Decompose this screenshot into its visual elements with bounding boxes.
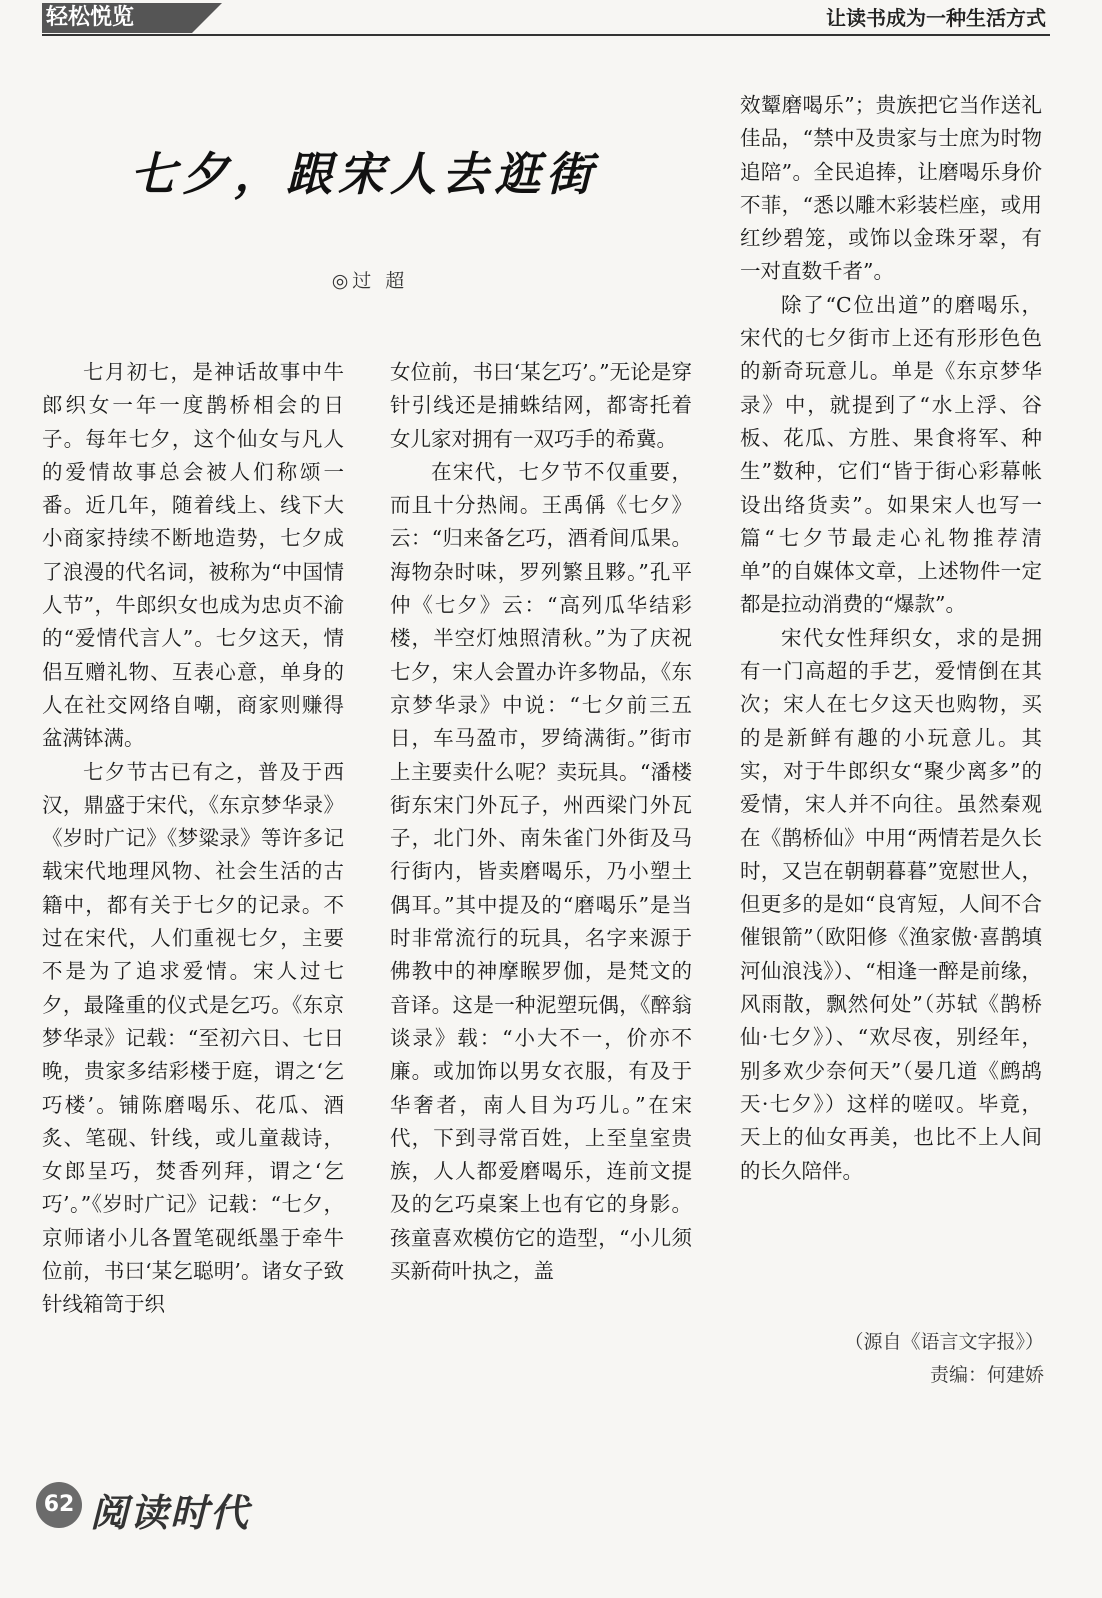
paragraph: 七夕节古已有之，普及于西汉，鼎盛于宋代，《东京梦华录》《岁时广记》《梦粱录》等许多记载宋代地理风物、社会生活的古籍中，都有关于七夕的记录。不过在宋代，人们重视七夕，主要不是为了追求爱情。宋人过七夕，最隆重的仪式是乞巧。《东京梦华录》记载：“至初六日、七日晚，贵家多结彩楼于庭，谓之‘乞巧楼’。铺陈磨喝乐、花瓜、酒炙、笔砚、针线，或儿童裁诗，女郎呈巧，焚香列拜，谓之‘乞巧’。”《岁时广记》记载：“七夕，京师诸小儿各置笔砚纸墨于牵牛位前，书曰‘某乞聪明’。诸女子致针线箱笥于织 (42, 759, 344, 1317)
paragraph: 在宋代，七夕节不仅重要，而且十分热闹。王禹偁《七夕》云：“归来备乞巧，酒肴间瓜果。海物杂时味，罗列繁且夥。”孔平仲《七夕》云：“高列瓜华结彩楼，半空灯烛照清秋。”为了庆祝七夕，宋人会置办许多物品，《东京梦华录》中说：“七夕前三五日，车马盈市，罗绮满街。”街市上主要卖什么呢？卖玩具。“潘楼街东宋门外瓦子，州西梁门外瓦子，北门外、南朱雀门外街及马行街内，皆卖磨喝乐，乃小塑土偶耳。”其中提及的“磨喝乐”是当时非常流行的玩具，名字来源于佛教中的神摩睺罗伽，是梵文的音译。这是一种泥塑玩偶，《醉翁谈录》载：“小大不一，价亦不廉。或加饰以男女衣服，有及于华奢者，南人目为巧儿。”在宋代，下到寻常百姓，上至皇室贵族，人人都爱磨喝乐，连前文提及的乞巧桌案上也有它的身影。孩童喜欢模仿它的造型，“小儿须买新荷叶执之，盖 (390, 459, 692, 1284)
article-title: 七夕，跟宋人去逛街 (130, 147, 598, 201)
section-label: 轻松悦览 (42, 3, 192, 33)
text-column-2 (390, 356, 692, 1288)
header-slogan: 让读书成为一种生活方式 (826, 6, 1046, 30)
paragraph: 宋代女性拜织女，求的是拥有一门高超的手艺，爱情倒在其次；宋人在七夕这天也购物，买的是新鲜有趣的小玩意儿。其实，对于牛郎织女“聚少离多”的爱情，宋人并不向往。虽然秦观在《鹊桥仙》中用“两情若是久长时，又岂在朝朝暮暮”宽慰世人，但更多的是如“良宵短，人间不合催银箭”（欧阳修《渔家傲·喜鹊填河仙浪浅》）、“相逢一醉是前缘，风雨散，飘然何处”（苏轼《鹊桥仙·七夕》）、“欢尽夜，别经年，别多欢少奈何天”（晏几道《鹧鸪天·七夕》）这样的嗟叹。毕竟，天上的仙女再美，也比不上人间的长久陪伴。 (740, 625, 1042, 1183)
text-column-3 (740, 89, 1042, 1188)
paragraph: 效颦磨喝乐”；贵族把它当作送礼佳品，“禁中及贵家与士庶为时物追陪”。全民追捧，让磨喝乐身价不菲，“悉以雕木彩装栏座，或用红纱碧笼，或饰以金珠牙翠，有一对直数千者”。 (740, 93, 1042, 284)
paragraph: 女位前，书曰‘某乞巧’。”无论是穿针引线还是捕蛛结网，都寄托着女儿家对拥有一双巧手的希冀。 (390, 360, 692, 451)
section-label-tab-edge (192, 3, 222, 33)
article-source: （源自《语言文字报》） (844, 1331, 1044, 1353)
paragraph: 七月初七，是神话故事中牛郎织女一年一度鹊桥相会的日子。每年七夕，这个仙女与凡人的爱情故事总会被人们称颂一番。近几年，随着线上、线下大小商家持续不断地造势，七夕成了浪漫的代名词，被称为“中国情人节”，牛郎织女也成为忠贞不渝的“爱情代言人”。七夕这天，情侣互赠礼物、互表心意，单身的人在社交网络自嘲，商家则赚得盆满钵满。 (42, 360, 344, 751)
text-column-1 (42, 356, 344, 1322)
article-byline: ◎过 超 (331, 270, 409, 292)
page-number: 62 (36, 1482, 82, 1528)
header-divider (42, 34, 1050, 36)
page-header (42, 0, 1050, 40)
magazine-logo: 阅读时代 (90, 1490, 251, 1535)
article-editor: 责编：何建娇 (929, 1364, 1044, 1386)
paragraph: 除了“C位出道”的磨喝乐，宋代的七夕街市上还有形形色色的新奇玩意儿。单是《东京梦华录》中，就提到了“水上浮、谷板、花瓜、方胜、果食将军、种生”数种，它们“皆于街心彩幕帐设出络货卖”。如果宋人也写一篇“七夕节最走心礼物推荐清单”的自媒体文章，上述物件一定都是拉动消费的“爆款”。 (740, 292, 1042, 617)
page-footer (36, 1478, 336, 1538)
